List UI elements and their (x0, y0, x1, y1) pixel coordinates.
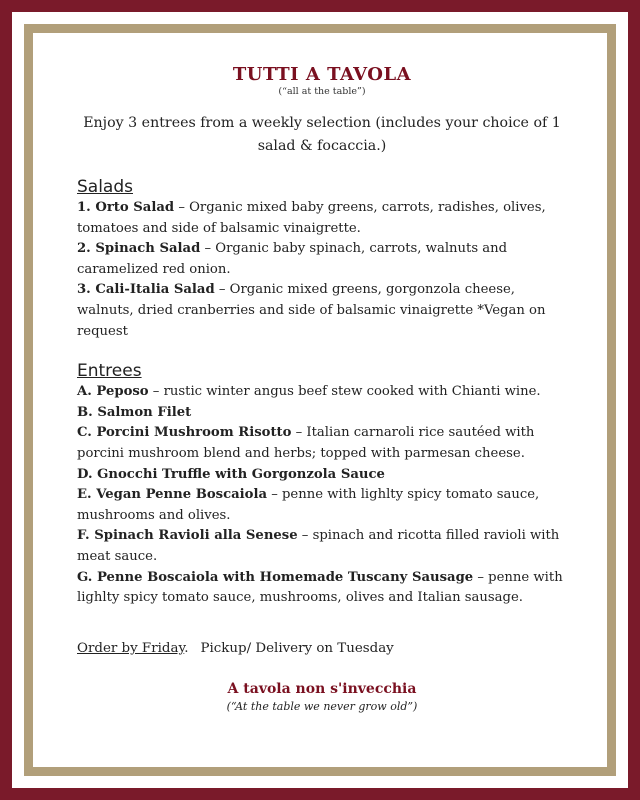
salad-item-name: 1. Orto Salad (77, 200, 175, 215)
tagline: A tavola non s'invecchia (227, 681, 417, 698)
salad-item-name: 2. Spinach Salad (77, 241, 201, 257)
entree-item-name: C. Porcini Mushroom Risotto (77, 425, 292, 441)
pickup-info: Pickup/ Delivery on Tuesday (200, 640, 394, 656)
entree-item-desc: – penne with lighlty spicy tomato sauce, mushrooms, olives and Italian sausage. (77, 569, 563, 606)
salad-item-desc: – Organic baby spinach, carrots, walnuts and caramelized red onion. (77, 241, 508, 277)
entree-item (77, 423, 567, 464)
entree-item (77, 465, 567, 486)
entree-item-name: F. Spinach Ravioli alla Senese (77, 528, 298, 544)
entree-item (77, 403, 567, 424)
entree-item (77, 485, 567, 526)
order-dot: . (184, 640, 189, 656)
entree-item-name: D. Gnocchi Truffle with Gorgonzola Sauce (77, 466, 385, 482)
menu-subtitle: (“all at the table”) (278, 86, 366, 97)
salads-heading: Salads (77, 177, 133, 197)
order-info (77, 639, 567, 660)
order-deadline: Order by Friday (77, 640, 185, 656)
entree-item-desc: – rustic winter angus beef stew cooked with Chianti wine. (148, 384, 541, 400)
entree-item-desc: – spinach and ricotta filled ravioli with meat sauce. (77, 528, 560, 564)
entree-item-name: E. Vegan Penne Boscaiola (77, 487, 268, 503)
menu-content (77, 64, 567, 714)
tagline-translation: (“At the table we never grow old”) (226, 700, 418, 714)
entree-item-name: B. Salmon Filet (77, 404, 192, 420)
salad-item (77, 280, 567, 342)
menu-intro: Enjoy 3 entrees from a weekly selection (includes your choice of 1 salad & focaccia.) (83, 115, 561, 154)
salad-item-desc: – Organic mixed baby greens, carrots, radishes, olives, tomatoes and side of balsamic vinaigrette. (77, 200, 546, 236)
entrees-heading: Entrees (77, 361, 142, 382)
entree-item (77, 526, 567, 567)
entree-item (77, 382, 567, 403)
salad-item-name: 3. Cali-Italia Salad (77, 282, 215, 298)
salad-item (77, 198, 567, 239)
menu-title: TUTTI A TAVOLA (232, 64, 412, 85)
salad-item (77, 239, 567, 280)
salad-item-desc: – Organic mixed greens, gorgonzola cheese, walnuts, dried cranberries and side of balsamic vinaigrette *Vegan on request (77, 282, 546, 339)
entree-item-desc: – penne with lighlty spicy tomato sauce, mushrooms and olives. (77, 487, 540, 523)
entree-item-desc: – Italian carnaroli rice sautéed with porcini mushroom blend and herbs; topped with parmesan cheese. (77, 425, 535, 461)
entree-item-name: G. Penne Boscaiola with Homemade Tuscany Sausage (77, 569, 474, 585)
entree-item (77, 568, 567, 609)
entree-item-name: A. Peposo (77, 384, 149, 400)
